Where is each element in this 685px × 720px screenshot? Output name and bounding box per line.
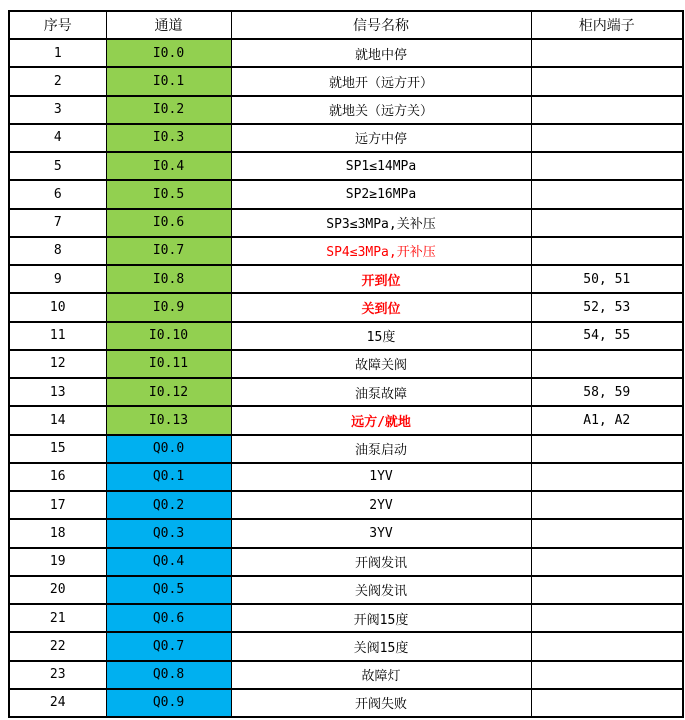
channel-cell: I0.10	[106, 322, 231, 350]
signal-name-cell: SP3≤3MPa,关补压	[231, 209, 531, 237]
row-number-cell: 4	[9, 124, 106, 152]
channel-cell: I0.4	[106, 152, 231, 180]
signal-name-cell: SP1≤14MPa	[231, 152, 531, 180]
channel-cell: Q0.7	[106, 632, 231, 660]
table-row	[9, 604, 683, 632]
terminal-cell	[531, 576, 683, 604]
channel-cell: Q0.6	[106, 604, 231, 632]
channel-cell: I0.8	[106, 265, 231, 293]
row-number-cell: 22	[9, 632, 106, 660]
terminal-cell: A1, A2	[531, 406, 683, 434]
signal-name-cell: 远方中停	[231, 124, 531, 152]
channel-cell: I0.12	[106, 378, 231, 406]
signal-name-cell: 远方/就地	[231, 406, 531, 434]
channel-cell: I0.5	[106, 180, 231, 208]
header-channel: 通道	[106, 11, 231, 39]
table-row	[9, 463, 683, 491]
row-number-cell: 9	[9, 265, 106, 293]
row-number-cell: 19	[9, 548, 106, 576]
row-number-cell: 21	[9, 604, 106, 632]
channel-cell: Q0.5	[106, 576, 231, 604]
signal-name-cell: 15度	[231, 322, 531, 350]
signal-name-cell: 油泵启动	[231, 435, 531, 463]
terminal-cell	[531, 96, 683, 124]
terminal-cell: 54, 55	[531, 322, 683, 350]
signal-name-cell: 就地关（远方关）	[231, 96, 531, 124]
table-row	[9, 124, 683, 152]
table-row	[9, 237, 683, 265]
channel-cell: I0.11	[106, 350, 231, 378]
table-row	[9, 548, 683, 576]
signal-name-cell: SP4≤3MPa,开补压	[231, 237, 531, 265]
table-row	[9, 689, 683, 717]
terminal-cell	[531, 548, 683, 576]
row-number-cell: 13	[9, 378, 106, 406]
terminal-cell: 50, 51	[531, 265, 683, 293]
row-number-cell: 16	[9, 463, 106, 491]
row-number-cell: 2	[9, 67, 106, 95]
terminal-cell	[531, 124, 683, 152]
terminal-cell	[531, 209, 683, 237]
terminal-cell	[531, 152, 683, 180]
channel-cell: I0.3	[106, 124, 231, 152]
row-number-cell: 18	[9, 519, 106, 547]
header-seq-number: 序号	[9, 11, 106, 39]
terminal-cell	[531, 604, 683, 632]
terminal-cell	[531, 661, 683, 689]
channel-cell: Q0.8	[106, 661, 231, 689]
terminal-cell	[531, 39, 683, 67]
header-cabinet-terminal: 柜内端子	[531, 11, 683, 39]
channel-cell: Q0.4	[106, 548, 231, 576]
channel-cell: I0.1	[106, 67, 231, 95]
channel-cell: Q0.1	[106, 463, 231, 491]
table-row	[9, 576, 683, 604]
table-row	[9, 96, 683, 124]
table-row	[9, 39, 683, 67]
table-row	[9, 632, 683, 660]
signal-name-cell: 开阀15度	[231, 604, 531, 632]
terminal-cell	[531, 435, 683, 463]
terminal-cell: 52, 53	[531, 293, 683, 321]
channel-cell: Q0.0	[106, 435, 231, 463]
table-row	[9, 265, 683, 293]
signal-name-cell: 开阀发讯	[231, 548, 531, 576]
header-row	[9, 11, 683, 39]
table-row	[9, 519, 683, 547]
table-row	[9, 152, 683, 180]
row-number-cell: 1	[9, 39, 106, 67]
signal-name-cell: 关阀15度	[231, 632, 531, 660]
terminal-cell	[531, 463, 683, 491]
terminal-cell	[531, 350, 683, 378]
terminal-cell	[531, 491, 683, 519]
signal-name-cell: 故障灯	[231, 661, 531, 689]
channel-cell: Q0.3	[106, 519, 231, 547]
row-number-cell: 20	[9, 576, 106, 604]
table-row	[9, 209, 683, 237]
row-number-cell: 5	[9, 152, 106, 180]
row-number-cell: 10	[9, 293, 106, 321]
channel-cell: I0.13	[106, 406, 231, 434]
signal-name-cell: 1YV	[231, 463, 531, 491]
table-row	[9, 67, 683, 95]
row-number-cell: 24	[9, 689, 106, 717]
terminal-cell: 58, 59	[531, 378, 683, 406]
row-number-cell: 23	[9, 661, 106, 689]
table-row	[9, 350, 683, 378]
row-number-cell: 17	[9, 491, 106, 519]
header-signal-name: 信号名称	[231, 11, 531, 39]
signal-name-cell: 关到位	[231, 293, 531, 321]
row-number-cell: 12	[9, 350, 106, 378]
table-row	[9, 491, 683, 519]
signal-table-body	[9, 39, 683, 717]
table-row	[9, 661, 683, 689]
channel-cell: I0.0	[106, 39, 231, 67]
signal-name-cell: 就地中停	[231, 39, 531, 67]
row-number-cell: 15	[9, 435, 106, 463]
terminal-cell	[531, 632, 683, 660]
signal-name-cell: 就地开（远方开）	[231, 67, 531, 95]
channel-cell: I0.6	[106, 209, 231, 237]
terminal-cell	[531, 180, 683, 208]
signal-name-cell: SP2≥16MPa	[231, 180, 531, 208]
table-row	[9, 322, 683, 350]
terminal-cell	[531, 519, 683, 547]
row-number-cell: 6	[9, 180, 106, 208]
channel-cell: Q0.2	[106, 491, 231, 519]
terminal-cell	[531, 237, 683, 265]
table-row	[9, 406, 683, 434]
channel-cell: I0.9	[106, 293, 231, 321]
channel-cell: I0.2	[106, 96, 231, 124]
signal-name-cell: 3YV	[231, 519, 531, 547]
signal-name-cell: 2YV	[231, 491, 531, 519]
table-row	[9, 293, 683, 321]
channel-cell: Q0.9	[106, 689, 231, 717]
row-number-cell: 11	[9, 322, 106, 350]
table-header	[9, 11, 683, 39]
signal-name-cell: 油泵故障	[231, 378, 531, 406]
terminal-cell	[531, 67, 683, 95]
table-row	[9, 378, 683, 406]
io-signal-table	[8, 10, 684, 718]
signal-name-cell: 故障关阀	[231, 350, 531, 378]
terminal-cell	[531, 689, 683, 717]
row-number-cell: 8	[9, 237, 106, 265]
table-row	[9, 180, 683, 208]
channel-cell: I0.7	[106, 237, 231, 265]
row-number-cell: 3	[9, 96, 106, 124]
signal-name-cell: 关阀发讯	[231, 576, 531, 604]
signal-name-cell: 开到位	[231, 265, 531, 293]
row-number-cell: 14	[9, 406, 106, 434]
row-number-cell: 7	[9, 209, 106, 237]
signal-name-cell: 开阀失败	[231, 689, 531, 717]
table-row	[9, 435, 683, 463]
